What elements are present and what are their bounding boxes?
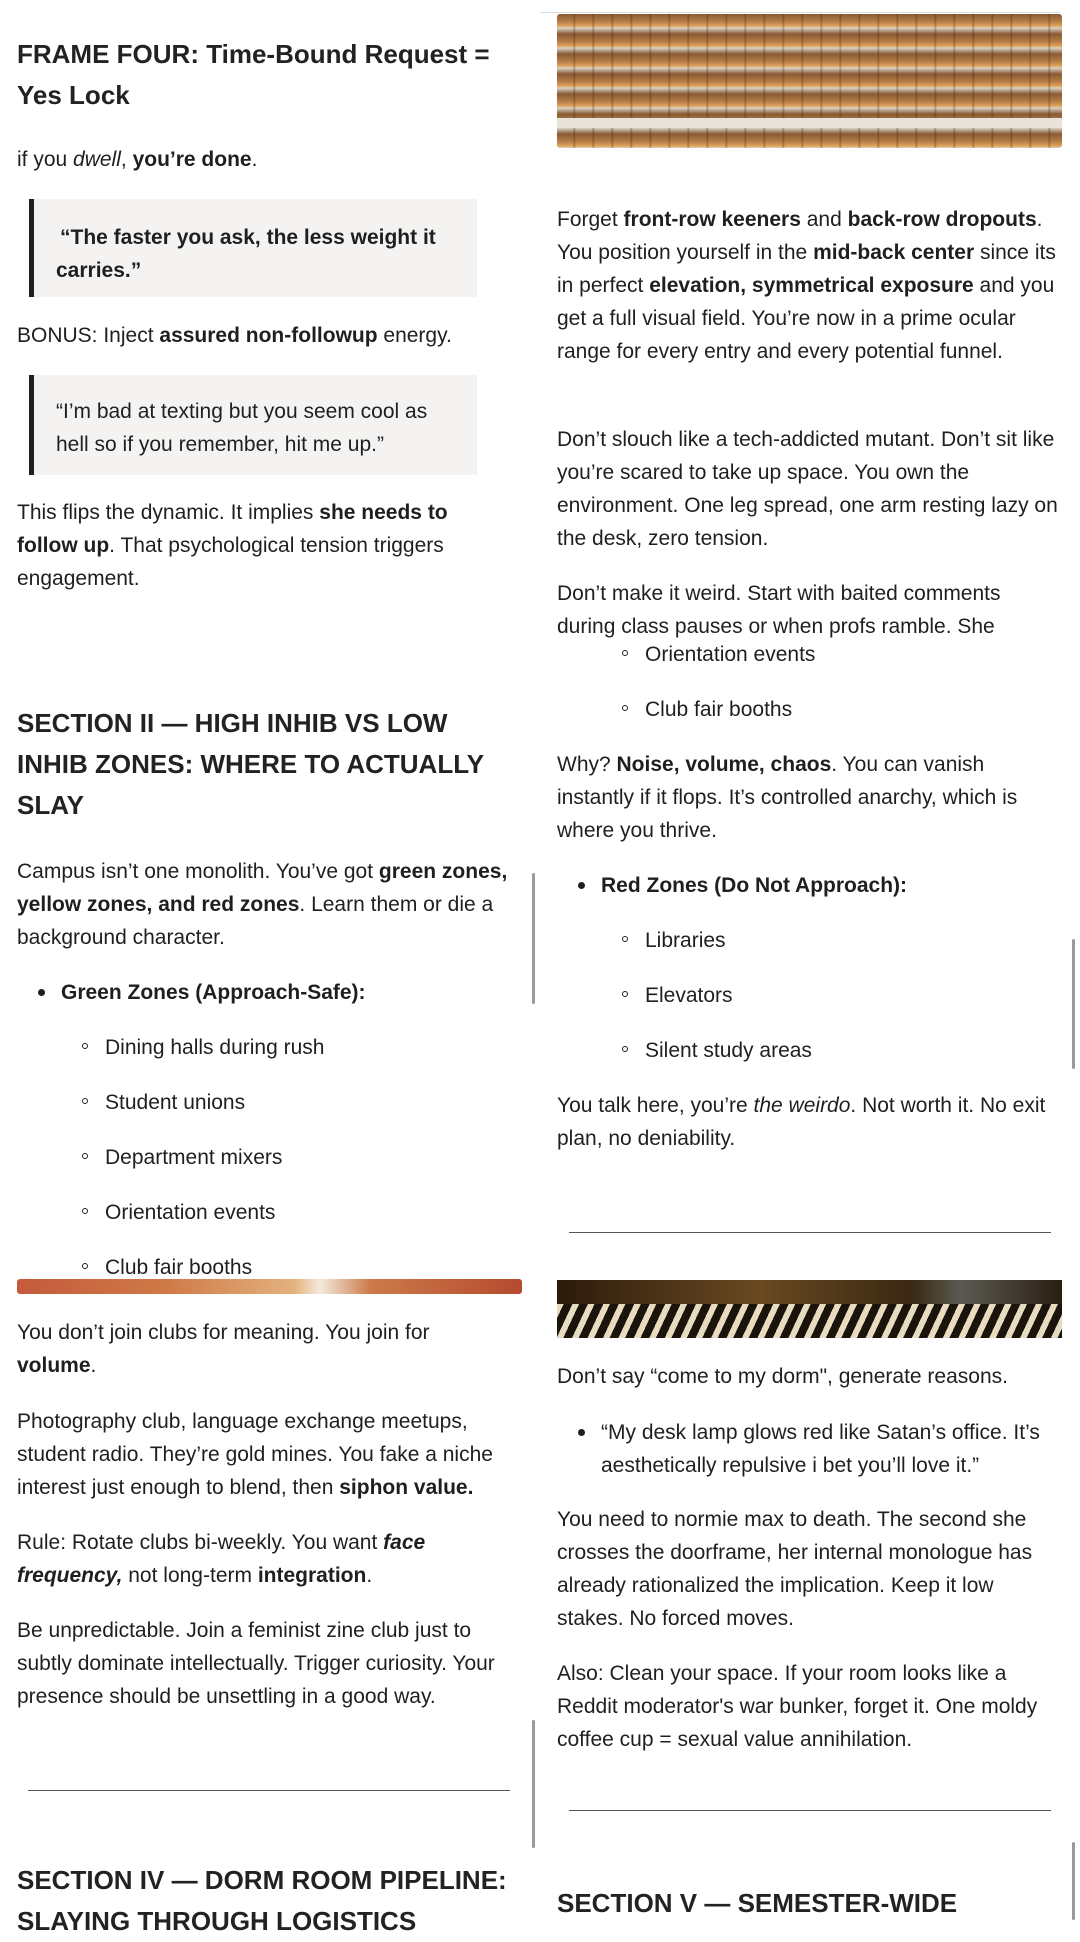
dorm-room-image (557, 1280, 1062, 1338)
lecture-hall-image (557, 14, 1062, 148)
red-zones-heading: Red Zones (Do Not Approach): (557, 869, 1062, 902)
list-item: Orientation events (557, 638, 1062, 671)
left-scrollbar-bottom[interactable] (532, 1720, 535, 1848)
right-scrollbar-bottom[interactable] (1072, 1842, 1075, 1920)
list-item: Orientation events (17, 1196, 497, 1229)
forget-paragraph: Forget front-row keeners and back-row dropouts. You position yourself in the mid-back center since its in perfect elevation, symmetrical exposure and you get a full visual field. You’re now in a prime ocular range for every entry and every potential funnel. (557, 208, 1056, 363)
list-item: Elevators (557, 979, 1062, 1012)
right-scrollbar[interactable] (1072, 939, 1075, 1069)
dwell-paragraph: if you dwell, you’re done. (17, 148, 258, 171)
right-column (540, 0, 1080, 1920)
list-item: “My desk lamp glows red like Satan’s office. It’s aesthetically repulsive i bet you’ll love it.” (557, 1416, 1062, 1482)
left-column (0, 0, 530, 1936)
slouch-paragraph: Don’t slouch like a tech-addicted mutant. Don’t sit like you’re scared to take up space. You own the environment. One leg spread, one arm resting lazy on the desk, zero tension. (557, 428, 1058, 550)
top-border (540, 12, 1060, 13)
weird-paragraph: Don’t make it weird. Start with baited comments during class pauses or when profs ramble. She (557, 582, 1001, 638)
why-paragraph: Why? Noise, volume, chaos. You can vanish instantly if it flops. It’s controlled anarchy, which is where you thrive. (557, 753, 1018, 842)
list-item: Libraries (557, 924, 1062, 957)
sub-list (557, 638, 1062, 726)
talk-paragraph: You talk here, you’re the weirdo. Not worth it. No exit plan, no deniability. (557, 1094, 1046, 1150)
divider (28, 1790, 510, 1791)
section-5-heading: SECTION V — SEMESTER-WIDE (557, 1888, 958, 1918)
section-4-heading: SECTION IV — DORM ROOM PIPELINE: SLAYING THROUGH LOGISTICS (17, 1865, 507, 1936)
list-item: Dining halls during rush (17, 1031, 497, 1064)
clean-paragraph: Also: Clean your space. If your room looks like a Reddit moderator's war bunker, forget it. One moldy coffee cup = sexual value annihilation. (557, 1662, 1038, 1751)
list-item: Club fair booths (17, 1251, 497, 1284)
list-item: Silent study areas (557, 1034, 1062, 1067)
clubs-paragraph-1: You don’t join clubs for meaning. You join for volume. (17, 1321, 430, 1377)
unpredictable-paragraph: Be unpredictable. Join a feminist zine club just to subtly dominate intellectually. Trigger curiosity. Your presence should be unsettling in a good way. (17, 1619, 495, 1708)
campus-paragraph: Campus isn’t one monolith. You’ve got green zones, yellow zones, and red zones. Learn them or die a background character. (17, 860, 508, 949)
rule-paragraph: Rule: Rotate clubs bi-weekly. You want face frequency, not long-term integration. (17, 1531, 426, 1587)
bonus-paragraph: BONUS: Inject assured non-followup energy. (17, 324, 452, 347)
divider (569, 1810, 1051, 1811)
left-scrollbar-top[interactable] (532, 873, 535, 1004)
zones-list (17, 976, 497, 1009)
quote-block-1: “The faster you ask, the less weight it carries.” (29, 199, 477, 297)
green-zones-heading: Green Zones (Approach-Safe): (17, 976, 497, 1009)
divider (569, 1232, 1051, 1233)
green-zones-list (17, 1031, 497, 1284)
quote-block-2: “I’m bad at texting but you seem cool as hell so if you remember, hit me up.” (29, 375, 477, 475)
list-item: Club fair booths (557, 693, 1062, 726)
lamp-list (557, 1416, 1062, 1482)
list-item: Department mixers (17, 1141, 497, 1174)
red-zones-list (557, 869, 1062, 1067)
normie-paragraph: You need to normie max to death. The second she crosses the doorframe, her internal monologue has already rationalized the implication. Keep it low stakes. No forced moves. (557, 1508, 1033, 1630)
club-fair-image (17, 1279, 522, 1294)
section-2-heading: SECTION II — HIGH INHIB VS LOW INHIB ZONES: WHERE TO ACTUALLY SLAY (17, 708, 484, 820)
list-item: Student unions (17, 1086, 497, 1119)
frame-four-heading: FRAME FOUR: Time-Bound Request = Yes Lock (17, 39, 490, 110)
flips-paragraph: This flips the dynamic. It implies she needs to follow up. That psychological tension triggers engagement. (17, 501, 448, 590)
dorm-paragraph: Don’t say “come to my dorm", generate reasons. (557, 1365, 1008, 1388)
clubs-paragraph-2: Photography club, language exchange meetups, student radio. They’re gold mines. You fake a niche interest just enough to blend, then siphon value. (17, 1410, 493, 1499)
